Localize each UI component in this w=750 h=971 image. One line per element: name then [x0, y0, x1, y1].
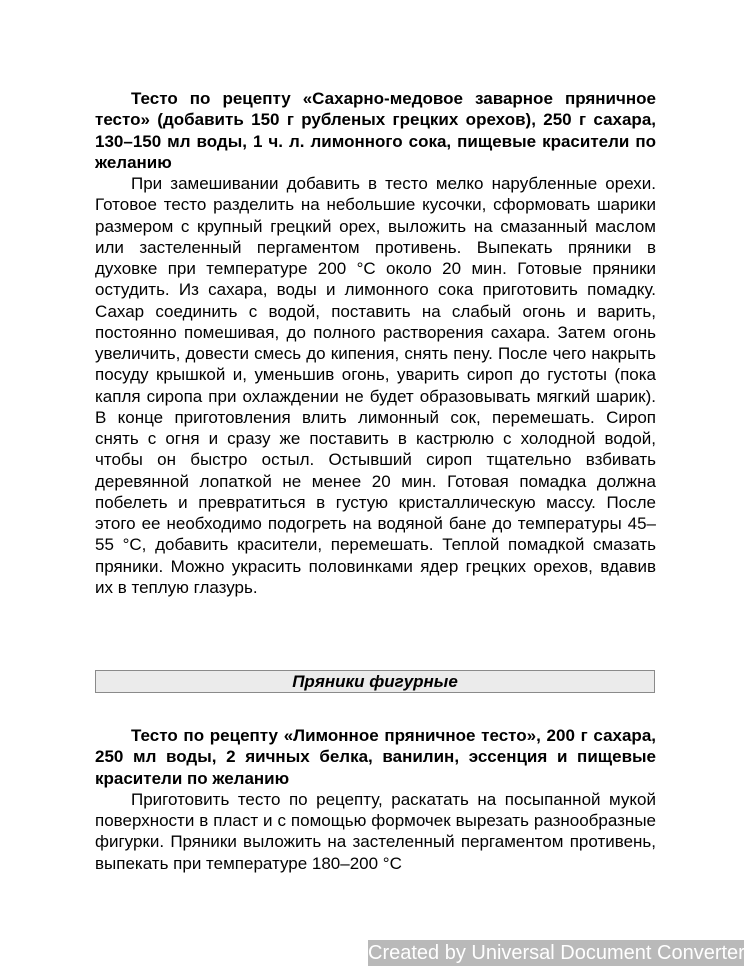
recipe-1-ingredients: Тесто по рецепту «Сахарно-медовое заварное пряничное тесто» (добавить 150 г рубленых грецких орехов), 250 г сахара, 130–150 мл воды, 1 ч. л. лимонного сока, пищевые красители по желанию — [95, 89, 656, 172]
recipe-2-method: Приготовить тесто по рецепту, раскатать на посыпанной мукой поверхности в пласт и с помощью формочек вырезать разнообразные фигурки. Пряники выложить на застеленный пергаментом противень, выпекать при температуре 180–200 °С — [95, 789, 656, 873]
recipe-block-2 — [95, 725, 656, 874]
section-heading: Пряники фигурные — [95, 670, 655, 693]
recipe-2-ingredients: Тесто по рецепту «Лимонное пряничное тесто», 200 г сахара, 250 мл воды, 2 яичных белка, ванилин, эссенция и пищевые красители по желанию — [95, 726, 656, 788]
recipe-block-1 — [95, 88, 656, 598]
watermark-banner: Created by Universal Document Converter — [368, 942, 745, 964]
recipe-1-method: При замешивании добавить в тесто мелко нарубленные орехи. Готовое тесто разделить на небольшие кусочки, сформовать шарики размером с крупный грецкий орех, выложить на смазанный маслом или застеленный пергаментом противень. Выпекать пряники в духовке при температуре 200 °С около 20 мин. Готовые пряники остудить. Из сахара, воды и лимонного сока приготовить помадку. Сахар соединить с водой, поставить на слабый огонь и варить, постоянно помешивая, до полного растворения сахара. Затем огонь увеличить, довести смесь до кипения, снять пену. После чего накрыть посуду крышкой и, уменьшив огонь, уварить сироп до густоты (пока капля сиропа при охлаждении не будет образовывать мягкий шарик). В конце приготовления влить лимонный сок, перемешать. Сироп снять с огня и сразу же поставить в кастрюлю с холодной водой, чтобы он быстро остыл. Остывший сироп тщательно взбивать деревянной лопаткой не менее 20 мин. Готовая помадка должна побелеть и превратиться в густую кристаллическую массу. После этого ее необходимо подогреть на водяной бане до температуры 45–55 °С, добавить красители, перемешать. Теплой помадкой смазать пряники. Можно украсить половинками ядер грецких орехов, вдавив их в теплую глазурь. — [95, 174, 656, 597]
